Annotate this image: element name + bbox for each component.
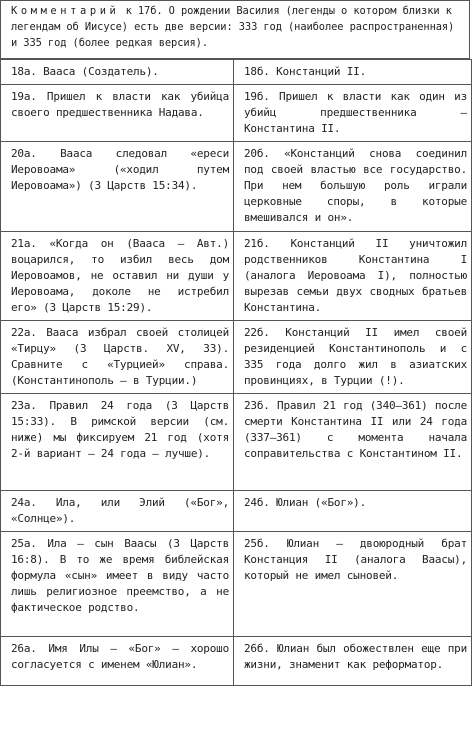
right-cell: 21б. Констанций II уничтожил родственников Константина I (аналога Иеровоама I), полностью вырезав семьи двух сводных братьев Константина. bbox=[234, 232, 472, 321]
right-cell: 22б. Констанций II имел своей резиденцией Константинополь и с 335 года долго жил в азиатских провинциях, в Турции (!). bbox=[234, 321, 472, 394]
left-cell: 18а. Вааса (Создатель). bbox=[1, 60, 234, 85]
left-cell: 24а. Ила, или Элий («Бог», «Солнце»). bbox=[1, 491, 234, 532]
right-cell: 19б. Пришел к власти как один из убийц предшественника – Константина II. bbox=[234, 85, 472, 142]
left-cell: 19а. Пришел к власти как убийца своего предшественника Надава. bbox=[1, 85, 234, 142]
left-cell: 22а. Вааса избрал своей столицей «Тирцу» (3 Царств. XV, 33). Сравните с «Турцией» справа. (Константинополь – в Турции.) bbox=[1, 321, 234, 394]
right-cell: 25б. Юлиан – двоюродный брат Констанция II (аналога Ваасы), который не имел сыновей. bbox=[234, 532, 472, 637]
right-cell: 23б. Правил 21 год (340–361) после смерти Константина II или 24 года (337–361) с момента начала соправительства с Константином II. bbox=[234, 394, 472, 491]
left-cell: 26а. Имя Илы – «Бог» – хорошо согласуется с именем «Юлиан». bbox=[1, 637, 234, 686]
left-cell: 20а. Вааса следовал «ереси Иеровоама» («ходил путем Иеровоама») (3 Царств 15:34). bbox=[1, 142, 234, 232]
right-cell: 26б. Юлиан был обожествлен еще при жизни, знаменит как реформатор. bbox=[234, 637, 472, 686]
table-row bbox=[1, 321, 472, 394]
table-row bbox=[1, 142, 472, 232]
table-row bbox=[1, 532, 472, 637]
table-row bbox=[1, 232, 472, 321]
right-cell: 18б. Констанций II. bbox=[234, 60, 472, 85]
comparison-table bbox=[0, 59, 472, 686]
commentary-label: Комментарий bbox=[11, 5, 120, 17]
table-row bbox=[1, 60, 472, 85]
left-cell: 23а. Правил 24 года (3 Царств 15:33). В римской версии (см. ниже) мы фиксируем 21 год (хотя 2-й вариант – 24 года – лучше). bbox=[1, 394, 234, 491]
table-row bbox=[1, 394, 472, 491]
right-cell: 24б. Юлиан («Бог»). bbox=[234, 491, 472, 532]
left-cell: 25а. Ила – сын Ваасы (3 Царств 16:8). В то же время библейская формула «сын» имеет в виду часто лишь религиозное преемство, а не фактическое родство. bbox=[1, 532, 234, 637]
commentary-header bbox=[0, 0, 470, 59]
left-cell: 21а. «Когда он (Вааса – Авт.) воцарился, то избил весь дом Иеровоамов, не оставил ни души у Иеровоама, доколе не истребил его» (3 Царств 15:29). bbox=[1, 232, 234, 321]
table-row bbox=[1, 637, 472, 686]
table-row bbox=[1, 491, 472, 532]
right-cell: 20б. «Констанций снова соединил под своей властью все государство. При нем большую роль играли церковные споры, в которые вмешивался и он». bbox=[234, 142, 472, 232]
commentary-text: к 17б. О рождении Василия (легенды о котором близки к легендам об Иисусе) есть две версии: 333 год (наиболее распространенная) и 335 год (более редкая версия). bbox=[11, 5, 455, 49]
table-row bbox=[1, 85, 472, 142]
